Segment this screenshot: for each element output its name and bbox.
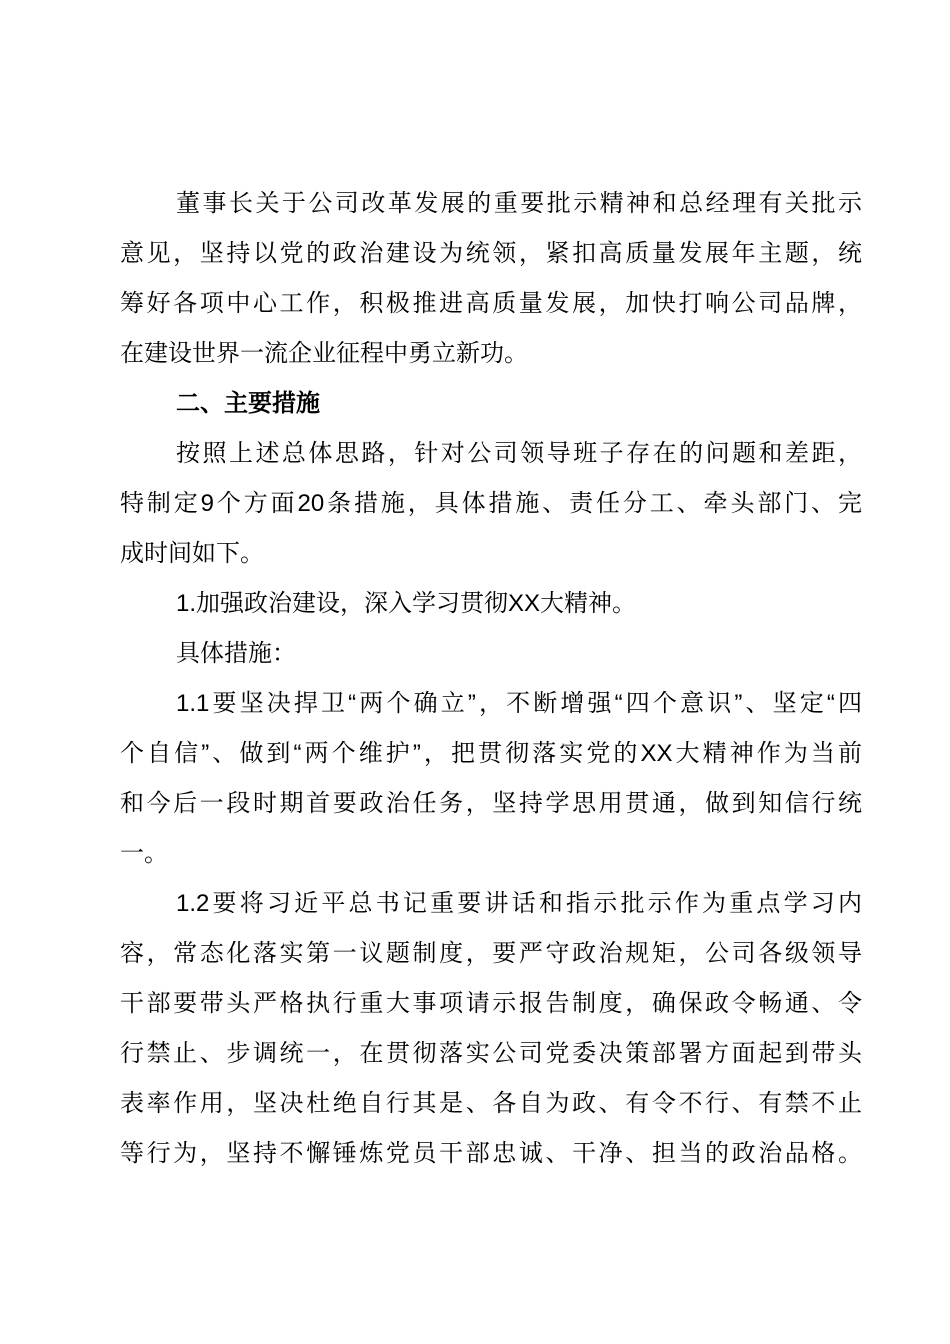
paragraph xyxy=(120,679,862,879)
paragraph xyxy=(120,379,862,429)
text-line: 成时间如下。 xyxy=(120,540,264,567)
document-content xyxy=(120,179,862,1179)
text-line: 董事长关于公司改革发展的重要批示精神和总经理有关批示 xyxy=(176,190,862,217)
list-item-heading: 1.加强政治建设，深入学习贯彻XX大精神。 xyxy=(176,590,637,617)
text-line: 个自信”、做到“两个维护”，把贯彻落实党的XX大精神作为当前 xyxy=(120,740,862,767)
paragraph xyxy=(120,579,862,629)
text-line: 一。 xyxy=(120,840,168,867)
text-line: 和今后一段时期首要政治任务，坚持学思用贯通，做到知信行统 xyxy=(120,790,862,817)
paragraph xyxy=(120,179,862,379)
text-line: 表率作用，坚决杜绝自行其是、各自为政、有令不行、有禁不止 xyxy=(120,1090,862,1117)
text-line: 行禁止、步调统一，在贯彻落实公司党委决策部署方面起到带头 xyxy=(120,1040,862,1067)
paragraph xyxy=(120,879,862,1179)
section-heading: 二、主要措施 xyxy=(176,390,320,417)
text-line: 意见，坚持以党的政治建设为统领，紧扣高质量发展年主题，统 xyxy=(120,240,862,267)
text-line: 按照上述总体思路，针对公司领导班子存在的问题和差距， xyxy=(176,440,862,467)
text-line: 容，常态化落实第一议题制度，要严守政治规矩，公司各级领导 xyxy=(120,940,862,967)
text-line: 特制定9个方面20条措施，具体措施、责任分工、牵头部门、完 xyxy=(120,490,862,517)
text-line: 1.1要坚决捍卫“两个确立”，不断增强“四个意识”、坚定“四 xyxy=(176,690,862,717)
text-line: 筹好各项中心工作，积极推进高质量发展，加快打响公司品牌， xyxy=(120,290,862,317)
paragraph xyxy=(120,429,862,579)
text-line: 1.2要将习近平总书记重要讲话和指示批示作为重点学习内 xyxy=(176,890,862,917)
paragraph xyxy=(120,629,862,679)
text-line: 具体措施： xyxy=(176,640,296,667)
text-line: 等行为，坚持不懈锤炼党员干部忠诚、干净、担当的政治品格。 xyxy=(120,1140,862,1167)
text-line: 干部要带头严格执行重大事项请示报告制度，确保政令畅通、令 xyxy=(120,990,862,1017)
text-line: 在建设世界一流企业征程中勇立新功。 xyxy=(120,340,528,367)
